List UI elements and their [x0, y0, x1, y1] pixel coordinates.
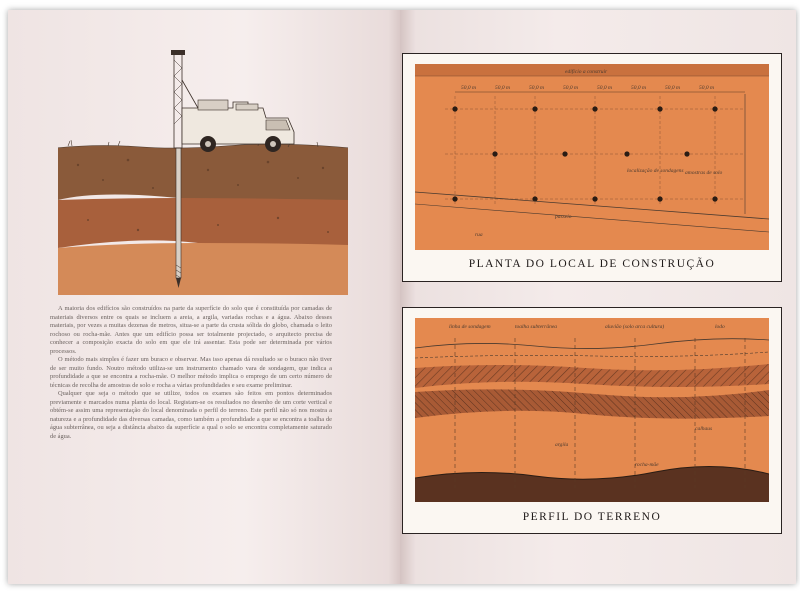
bedrock-label: rocha-mãe: [635, 462, 659, 468]
site-plan-figure: [402, 53, 782, 282]
site-plan-caption: PLANTA DO LOCAL DE CONSTRUÇÃO: [468, 258, 716, 270]
soil-profile-drawing: [415, 318, 769, 502]
article-paragraph-2: O método mais simples é fazer um buraco e observar. Mas isso apenas dá resultado se o buraco não tiver de ser muito fundo. Noutro método utiliza-se um instrumento chamado vara de sondagem, que indica a profundidade a que se encontra a rocha-mãe. O melhor método implica o emprego de um certo número de técnicas de recolha de amostras de solo e rocha a várias profundidades e seu exame preliminar.: [50, 356, 332, 389]
dimension-label: 50,0 m: [461, 85, 476, 91]
gravel-label: calhaus: [695, 426, 713, 432]
boring-location-label: localização de sondagens: [627, 168, 684, 174]
soil-profile-figure: [402, 307, 782, 534]
water-table-label: toalha subterrânea: [515, 324, 558, 330]
street-label: rua: [475, 232, 483, 238]
dimension-label: 50,0 m: [563, 85, 578, 91]
soil-sample-label: amostras de solo: [685, 170, 723, 176]
dimension-label: 50,0 m: [631, 85, 646, 91]
alluvium-label: aluvião (solo arca cultura): [605, 324, 665, 330]
silt-label: lodo: [715, 324, 725, 330]
dimension-label: 50,0 m: [597, 85, 612, 91]
dimension-label: 50,0 m: [699, 85, 714, 91]
soil-profile-caption: PERFIL DO TERRENO: [522, 511, 662, 523]
boring-line-label: linha de sondagem: [449, 324, 491, 330]
drilling-rig-illustration: [58, 40, 348, 295]
dimension-label: 50,0 m: [495, 85, 510, 91]
dimension-label: 50,0 m: [665, 85, 680, 91]
clay-label: argila: [555, 442, 569, 448]
article-paragraph-1: A maioria dos edifícios são construídos na parte da superfície do solo que é constituída por camadas de materiais diversos entre os quais se incluem a areia, a argila, variadas rochas e a água. Abaixo desses materiais, por vezes a muitas dezenas de metros, situa-se a parte da crusta sólida do globo, chamada o leito rochoso ou rocha-mãe. Antes que um edifício possa ser totalmente projectado, o arquitecto precisa de conhecer a composição exacta do solo em que ele irá assentar. Esta pode ser determinada por vários processos.: [50, 305, 332, 355]
site-plan-drawing: [415, 64, 769, 250]
building-label: edifício a construir: [565, 69, 608, 75]
sidewalk-label: passeio: [555, 214, 572, 220]
article-text: [50, 305, 332, 441]
dimension-label: 50,0 m: [529, 85, 544, 91]
article-paragraph-3: Qualquer que seja o método que se utilize, todos os exames são feitos em pontos determinados previamente e marcados numa planta do local. Registam-se os resultados no desenho de um corte vertical e obtém-se assim uma representação do local denominada o perfil do terreno. Este perfil não só nos mostra a natureza e a profundidade das diversas camadas, como também a profundidade a que se encontra a toalha de água subterrânea, ou seja a distância abaixo da superfície a qual o solo se encontra completamente saturado de água.: [50, 390, 332, 440]
